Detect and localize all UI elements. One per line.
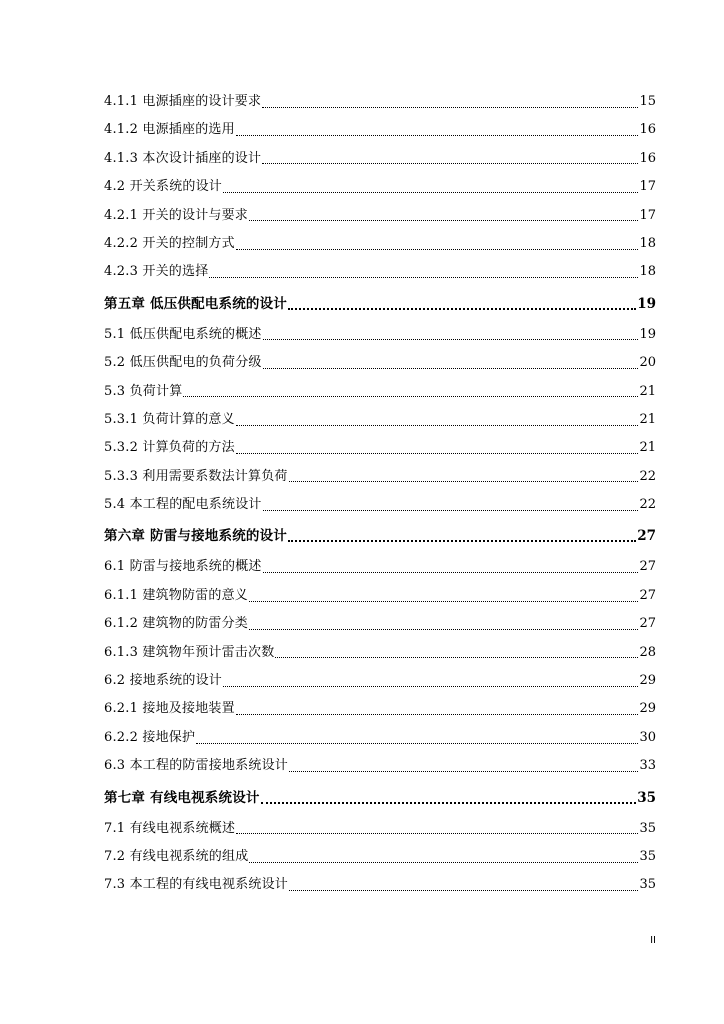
toc-entry-label: 第七章 有线电视系统设计 <box>104 789 260 806</box>
toc-entry[interactable] <box>104 815 656 843</box>
toc-chapter-entry[interactable] <box>104 287 656 321</box>
dot-leader <box>236 249 639 250</box>
toc-chapter-entry[interactable] <box>104 781 656 815</box>
toc-entry[interactable] <box>104 202 656 230</box>
dot-leader <box>288 540 636 542</box>
toc-entry-page-number: 21 <box>639 383 656 399</box>
dot-leader <box>275 657 638 658</box>
toc-entry-page-number: 21 <box>639 411 656 427</box>
toc-entry-label: 6.1.2 建筑物的防雷分类 <box>104 616 249 632</box>
dot-leader <box>263 510 639 511</box>
dot-leader <box>236 425 639 426</box>
toc-entry-page-number: 33 <box>639 758 656 774</box>
toc-entry-label: 4.1.1 电源插座的设计要求 <box>104 94 262 109</box>
dot-leader <box>288 308 636 310</box>
toc-entry[interactable] <box>104 463 656 491</box>
toc-entry[interactable] <box>104 752 656 780</box>
toc-entry[interactable] <box>104 610 656 638</box>
toc-entry-page-number: 27 <box>639 559 656 575</box>
toc-entry-label: 4.2 开关系统的设计 <box>104 179 223 195</box>
toc-entry-page-number: 17 <box>639 179 656 195</box>
toc-entry[interactable] <box>104 871 656 899</box>
toc-entry-page-number: 28 <box>639 644 656 660</box>
dot-leader <box>263 368 639 369</box>
dot-leader <box>209 277 638 278</box>
toc-entry-label: 5.3.2 计算负荷的方法 <box>104 440 235 456</box>
dot-leader <box>262 163 638 164</box>
toc-entry-label: 4.2.3 开关的选择 <box>104 264 209 280</box>
toc-entry-label: 6.1.3 建筑物年预计雷击次数 <box>104 644 275 660</box>
toc-entry-label: 6.1.1 建筑物防雷的意义 <box>104 587 249 603</box>
table-of-contents <box>104 88 656 900</box>
toc-entry-label: 6.1 防雷与接地系统的概述 <box>104 559 262 575</box>
toc-entry[interactable] <box>104 321 656 349</box>
toc-entry-label: 5.3 负荷计算 <box>104 383 183 399</box>
toc-entry[interactable] <box>104 434 656 462</box>
toc-entry[interactable] <box>104 349 656 377</box>
toc-entry[interactable] <box>104 639 656 667</box>
toc-entry-page-number: 29 <box>639 701 656 717</box>
dot-leader <box>183 396 638 397</box>
toc-entry[interactable] <box>104 582 656 610</box>
toc-entry[interactable] <box>104 88 656 116</box>
toc-entry-label: 第六章 防雷与接地系统的设计 <box>104 528 287 545</box>
toc-entry-label: 7.2 有线电视系统的组成 <box>104 848 249 864</box>
dot-leader <box>236 453 639 454</box>
dot-leader <box>263 339 639 340</box>
toc-entry-label: 6.3 本工程的防雷接地系统设计 <box>104 758 289 774</box>
toc-entry-label: 4.1.3 本次设计插座的设计 <box>104 150 262 166</box>
toc-entry-page-number: 17 <box>639 207 656 223</box>
toc-entry-page-number: 35 <box>637 789 656 806</box>
dot-leader <box>223 192 638 193</box>
toc-entry-page-number: 29 <box>639 673 656 689</box>
toc-entry-label: 6.2.2 接地保护 <box>104 729 196 745</box>
toc-chapter-entry[interactable] <box>104 519 656 553</box>
toc-entry-page-number: 19 <box>639 326 656 342</box>
toc-entry-page-number: 22 <box>639 468 656 484</box>
toc-entry-page-number: 35 <box>639 877 656 893</box>
dot-leader <box>261 802 637 804</box>
dot-leader <box>289 481 639 482</box>
toc-entry[interactable] <box>104 695 656 723</box>
toc-entry-page-number: 15 <box>639 94 656 109</box>
toc-entry[interactable] <box>104 491 656 519</box>
toc-entry[interactable] <box>104 378 656 406</box>
toc-entry-page-number: 16 <box>639 150 656 166</box>
toc-entry-page-number: 18 <box>639 264 656 280</box>
dot-leader <box>249 601 638 602</box>
toc-entry[interactable] <box>104 145 656 173</box>
toc-entry-label: 4.2.2 开关的控制方式 <box>104 235 235 251</box>
toc-entry-page-number: 27 <box>639 587 656 603</box>
toc-entry-page-number: 18 <box>639 235 656 251</box>
toc-entry-page-number: 27 <box>639 616 656 632</box>
dot-leader <box>236 714 639 715</box>
toc-entry-label: 4.1.2 电源插座的选用 <box>104 122 235 138</box>
toc-entry-page-number: 16 <box>639 122 656 138</box>
toc-entry-page-number: 27 <box>637 528 656 545</box>
dot-leader <box>223 686 638 687</box>
toc-entry-label: 6.2.1 接地及接地装置 <box>104 701 235 717</box>
dot-leader <box>249 629 638 630</box>
toc-entry-label: 6.2 接地系统的设计 <box>104 673 223 689</box>
toc-entry[interactable] <box>104 173 656 201</box>
dot-leader <box>262 107 638 108</box>
toc-entry-label: 5.4 本工程的配电系统设计 <box>104 497 262 513</box>
dot-leader <box>249 862 638 863</box>
toc-entry[interactable] <box>104 724 656 752</box>
dot-leader <box>236 833 638 834</box>
toc-entry[interactable] <box>104 230 656 258</box>
toc-entry-label: 第五章 低压供配电系统的设计 <box>104 295 287 312</box>
toc-entry-label: 5.1 低压供配电系统的概述 <box>104 326 262 342</box>
toc-entry-page-number: 22 <box>639 497 656 513</box>
toc-entry-label: 7.1 有线电视系统概述 <box>104 820 236 836</box>
toc-entry-label: 5.3.3 利用需要系数法计算负荷 <box>104 468 288 484</box>
toc-entry-page-number: 19 <box>637 295 656 312</box>
toc-entry[interactable] <box>104 553 656 581</box>
page-number-footer: II <box>650 935 656 946</box>
toc-entry[interactable] <box>104 116 656 144</box>
toc-entry-label: 5.3.1 负荷计算的意义 <box>104 411 235 427</box>
toc-entry-label: 4.2.1 开关的设计与要求 <box>104 207 249 223</box>
dot-leader <box>249 220 638 221</box>
dot-leader <box>236 135 639 136</box>
dot-leader <box>263 572 639 573</box>
toc-entry[interactable] <box>104 667 656 695</box>
dot-leader <box>289 890 638 891</box>
toc-entry-page-number: 35 <box>639 848 656 864</box>
toc-entry-page-number: 35 <box>639 820 656 836</box>
dot-leader <box>196 743 638 744</box>
toc-entry-page-number: 20 <box>639 355 656 371</box>
dot-leader <box>289 771 638 772</box>
toc-entry[interactable] <box>104 258 656 286</box>
toc-entry[interactable] <box>104 406 656 434</box>
toc-entry[interactable] <box>104 843 656 871</box>
toc-entry-label: 7.3 本工程的有线电视系统设计 <box>104 877 289 893</box>
toc-entry-page-number: 21 <box>639 440 656 456</box>
toc-entry-page-number: 30 <box>639 729 656 745</box>
toc-entry-label: 5.2 低压供配电的负荷分级 <box>104 355 262 371</box>
